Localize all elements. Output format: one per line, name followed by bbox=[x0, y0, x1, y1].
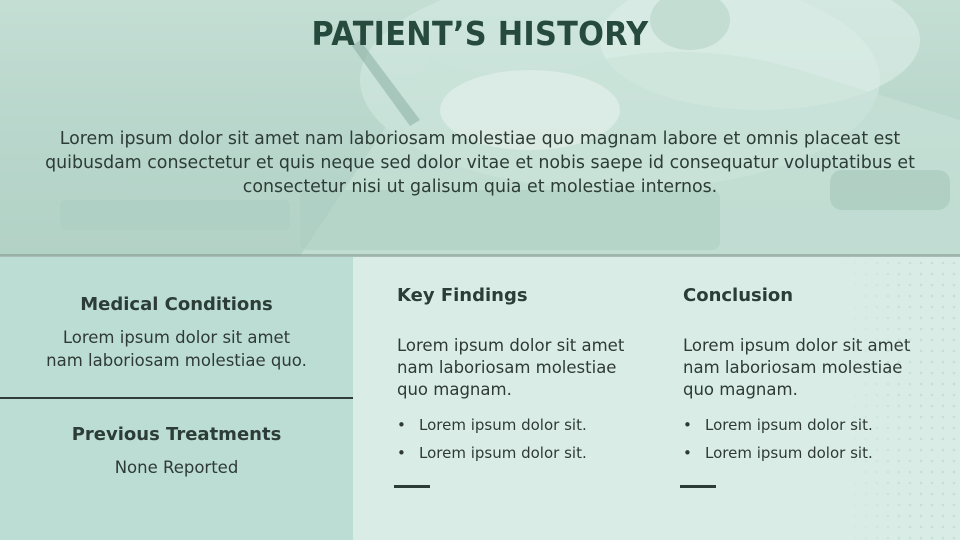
conclusion-list bbox=[683, 411, 873, 467]
list-item bbox=[683, 439, 873, 467]
bullet-icon: • bbox=[683, 416, 692, 434]
previous-treatments-text: None Reported bbox=[114, 458, 239, 477]
list-item-text: Lorem ipsum dolor sit. bbox=[419, 444, 587, 462]
conclusion-heading: Conclusion bbox=[683, 285, 794, 306]
list-item-text: Lorem ipsum dolor sit. bbox=[705, 416, 873, 434]
medical-conditions-line2: nam laboriosam molestiae quo. bbox=[46, 351, 307, 370]
right-panel bbox=[353, 257, 960, 540]
intro-paragraph: Lorem ipsum dolor sit amet nam laboriosam molestiae quo magnam labore et omnis placeat est quibusdam consectetur et quis neque sed dolor vitae et nobis saepe id consequatur voluptatibus et consectetur nisi ut galisum quia et molestiae internos. bbox=[45, 129, 915, 197]
list-item bbox=[397, 439, 587, 467]
accent-line bbox=[394, 485, 430, 488]
key-findings-list bbox=[397, 411, 587, 467]
conclusion-text: Lorem ipsum dolor sit amet nam laboriosam molestiae quo magnam. bbox=[683, 336, 911, 399]
header-banner bbox=[0, 0, 960, 256]
list-item bbox=[397, 411, 587, 439]
list-item bbox=[683, 411, 873, 439]
bullet-icon: • bbox=[683, 444, 692, 462]
bullet-icon: • bbox=[397, 416, 406, 434]
previous-treatments-heading: Previous Treatments bbox=[71, 424, 282, 445]
bullet-icon: • bbox=[397, 444, 406, 462]
list-item-text: Lorem ipsum dolor sit. bbox=[705, 444, 873, 462]
medical-conditions-heading: Medical Conditions bbox=[80, 294, 273, 315]
medical-conditions-line1: Lorem ipsum dolor sit amet bbox=[62, 328, 291, 347]
left-panel bbox=[0, 257, 353, 540]
key-findings-heading: Key Findings bbox=[397, 285, 528, 306]
key-findings-text: Lorem ipsum dolor sit amet nam laboriosam molestiae quo magnam. bbox=[397, 336, 625, 399]
accent-line bbox=[680, 485, 716, 488]
section-divider bbox=[0, 397, 353, 399]
page-title: PATIENT’S HISTORY bbox=[311, 14, 649, 53]
list-item-text: Lorem ipsum dolor sit. bbox=[419, 416, 587, 434]
